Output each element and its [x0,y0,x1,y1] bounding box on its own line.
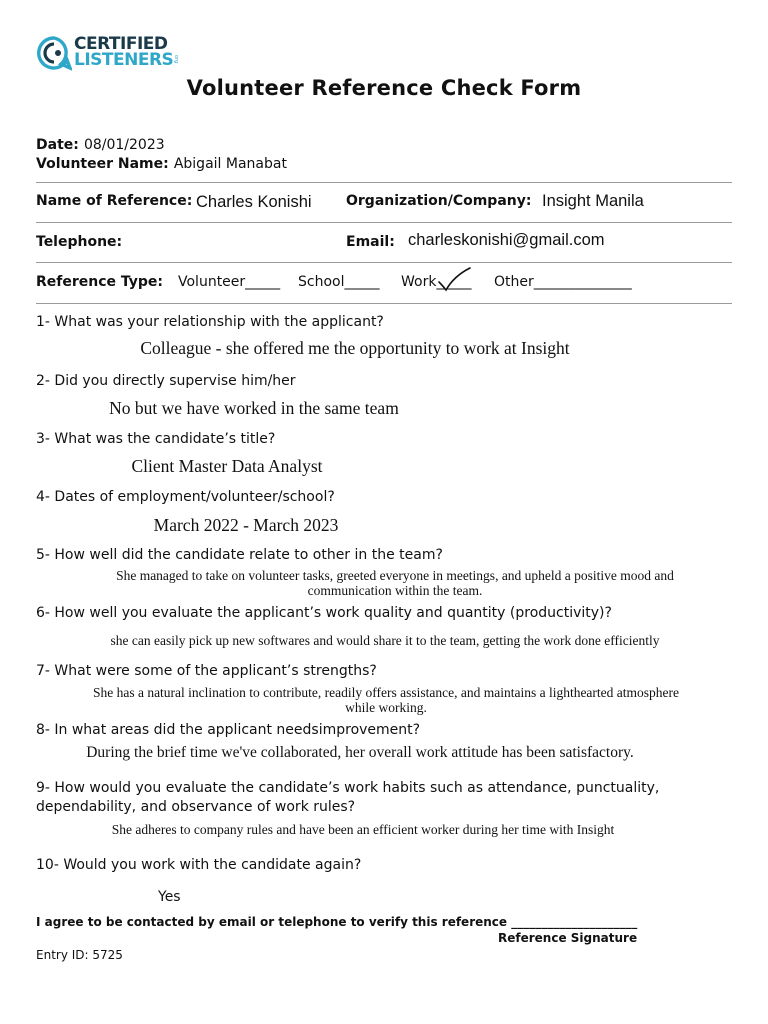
agreement-text [36,915,637,929]
question-3: 3- What was the candidate’s title? [36,431,276,447]
reftype-volunteer: Volunteer_____ [178,274,281,290]
divider [36,262,732,263]
logo-text-listeners: LISTENERS [74,50,174,70]
date-label: Date: [36,137,79,153]
reftype-school: School_____ [298,274,380,290]
answer-6: she can easily pick up new softwares and would share it to the team, getting the work done efficiently [110,633,660,648]
reftype-work: Work_____ [401,274,472,290]
question-8: 8- In what areas did the applicant needsimprovement? [36,722,421,738]
date-row [36,134,165,153]
question-7: 7- What were some of the applicant’s strengths? [36,663,377,679]
question-5: 5- How well did the candidate relate to other in the team? [36,547,443,563]
volunteer-row [36,153,287,172]
reference-name-value: Charles Konishi [196,193,312,211]
question-6: 6- How well you evaluate the applicant’s work quality and quantity (productivity)? [36,605,612,621]
logo-text-org: org [173,55,179,64]
logo-text-certified: CERTIFIED [74,34,168,54]
agreement-statement: I agree to be contacted by email or telephone to verify this reference [36,915,508,929]
answer-7: She has a natural inclination to contribute, readily offers assistance, and maintains a lighthearted atmosphere while working. [92,685,680,715]
question-9-line-2: dependability, and observance of work rules? [36,799,356,815]
answer-10: Yes [158,889,181,905]
speech-bubble-logo-icon [36,35,72,71]
volunteer-name-label: Volunteer Name: [36,156,169,172]
signature-line: _____________________ [511,915,638,929]
reference-type-label: Reference Type: [36,274,164,290]
reftype-other: Other______________ [494,274,632,290]
question-4: 4- Dates of employment/volunteer/school? [36,489,335,505]
answer-5: She managed to take on volunteer tasks, greeted everyone in meetings, and upheld a positive mood and communication within the team. [116,568,674,598]
divider [36,303,732,304]
email-label: Email: [346,234,395,250]
divider [36,222,732,223]
entry-id: Entry ID: 5725 [36,948,123,962]
date-value: 08/01/2023 [83,137,165,153]
reference-name-label: Name of Reference: [36,193,193,209]
question-1: 1- What was your relationship with the applicant? [36,314,384,330]
volunteer-name-value: Abigail Manabat [173,156,287,172]
certified-listeners-logo [36,35,186,73]
answer-4: March 2022 - March 2023 [153,515,339,535]
email-value: charleskonishi@gmail.com [408,231,605,249]
organization-label: Organization/Company: [346,193,532,209]
question-9-line-1: 9- How would you evaluate the candidate’s work habits such as attendance, punctuality, [36,780,660,796]
checkmark-icon [436,266,472,292]
answer-8: During the brief time we've collaborated, her overall work attitude has been satisfactory. [86,744,634,761]
divider [36,182,732,183]
signature-label: Reference Signature [498,931,638,945]
answer-2: No but we have worked in the same team [109,398,399,418]
answer-1: Colleague - she offered me the opportunity to work at Insight [140,338,570,358]
answer-3: Client Master Data Analyst [131,456,323,476]
answer-9: She adheres to company rules and have been an efficient worker during her time with Insight [111,822,615,837]
question-2: 2- Did you directly supervise him/her [36,373,296,389]
organization-value: Insight Manila [542,192,644,210]
form-title: Volunteer Reference Check Form [186,76,582,100]
question-10: 10- Would you work with the candidate again? [36,857,362,873]
telephone-label: Telephone: [36,234,123,250]
